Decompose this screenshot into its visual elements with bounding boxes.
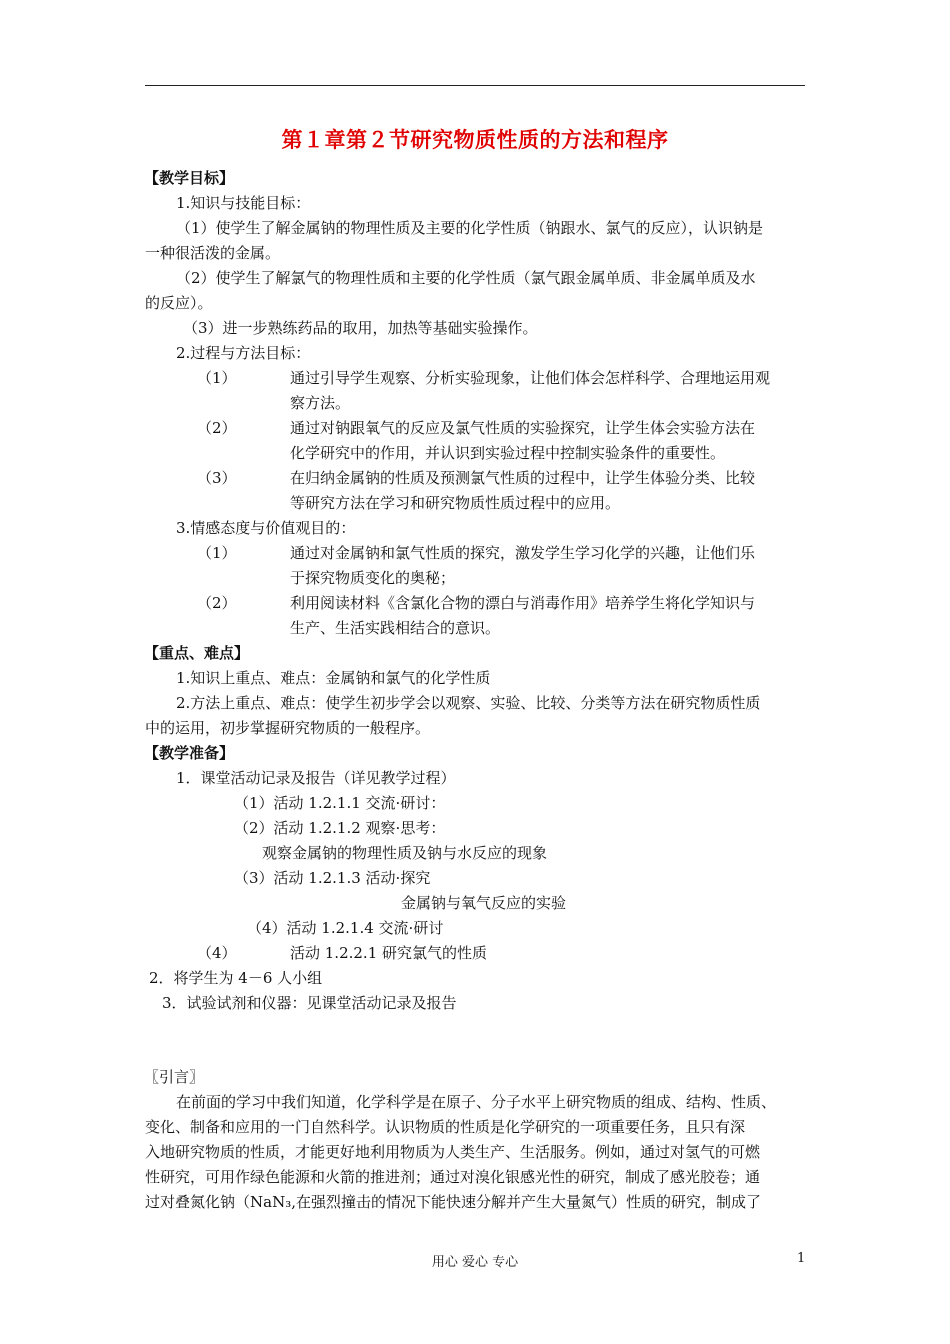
section-heading: 【重点、难点】 [144,644,250,662]
text-line: （4）活动 1.2.1.4 交流·研讨 [247,919,444,937]
text-line: 于探究物质变化的奥秘； [290,569,456,587]
text-line: （2） [197,419,237,437]
text-line: 1．课堂活动记录及报告（详见教学过程） [176,769,456,787]
page-title: 第１章第２节研究物质性质的方法和程序 [281,128,669,152]
text-line: 1.知识上重点、难点：金属钠和氯气的化学性质 [176,669,491,687]
text-line: （1） [197,544,237,562]
text-line: 中的运用，初步掌握研究物质的一般程序。 [145,719,431,737]
text-line: （1） [197,369,237,387]
text-line: 2．将学生为 4－6 人小组 [149,969,323,987]
section-heading: 【教学目标】 [144,169,235,187]
text-line: 察方法。 [290,394,351,412]
text-line: 1.知识与技能目标： [176,194,311,212]
text-line: （3）活动 1.2.1.3 活动·探究 [234,869,431,887]
text-line: （2）活动 1.2.1.2 观察·思考： [234,819,446,837]
text-line: 过对叠氮化钠（NaN₃,在强烈撞击的情况下能快速分解并产生大量氮气）性质的研究，制成了 [145,1193,761,1211]
text-line: 在前面的学习中我们知道，化学科学是在原子、分子水平上研究物质的组成、结构、性质、 [176,1093,777,1111]
text-line: （1）使学生了解金属钠的物理性质及主要的化学性质（钠跟水、氯气的反应），认识钠是 [176,219,764,237]
text-line: 利用阅读材料《含氯化合物的漂白与消毒作用》培养学生将化学知识与 [290,594,756,612]
page-number: 1 [797,1251,806,1266]
text-line: 2.过程与方法目标： [176,344,311,362]
text-line: 化学研究中的作用，并认识到实验过程中控制实验条件的重要性。 [290,444,726,462]
text-line: 3.情感态度与价值观目的： [176,519,356,537]
text-line: 金属钠与氧气反应的实验 [401,894,567,912]
text-line: （3）进一步熟练药品的取用，加热等基础实验操作。 [183,319,538,337]
text-line: 的反应）。 [145,294,213,312]
text-line: （4） [197,944,237,962]
page-footer: 用心 爱心 专心 [431,1255,519,1270]
header-rule [145,85,805,86]
text-line: （2） [197,594,237,612]
text-line: 在归纳金属钠的性质及预测氯气性质的过程中，让学生体验分类、比较 [290,469,756,487]
text-line: 生产、生活实践相结合的意识。 [290,619,501,637]
text-line: 变化、制备和应用的一门自然科学。认识物质的性质是化学研究的一项重要任务，且只有深 [145,1118,746,1136]
text-line: （1）活动 1.2.1.1 交流·研讨： [234,794,446,812]
text-line: 等研究方法在学习和研究物质性质过程中的应用。 [290,494,621,512]
text-line: （2）使学生了解氯气的物理性质和主要的化学性质（氯气跟金属单质、非金属单质及水 [176,269,756,287]
text-line: 通过引导学生观察、分析实验现象，让他们体会怎样科学、合理地运用观 [290,369,771,387]
text-line: 通过对金属钠和氯气性质的探究，激发学生学习化学的兴趣，让他们乐 [290,544,756,562]
text-line: 一种很活泼的金属。 [145,244,281,262]
text-line: 3．试验试剂和仪器：见课堂活动记录及报告 [162,994,457,1012]
text-line: 观察金属钠的物理性质及钠与水反应的现象 [262,844,548,862]
text-line: 2.方法上重点、难点：使学生初步学会以观察、实验、比较、分类等方法在研究物质性质 [176,694,761,712]
text-line: 性研究，可用作绿色能源和火箭的推进剂；通过对溴化银感光性的研究，制成了感光胶卷；通 [145,1168,761,1186]
text-line: 活动 1.2.2.1 研究氯气的性质 [290,944,488,962]
text-line: 通过对钠跟氧气的反应及氯气性质的实验探究，让学生体会实验方法在 [290,419,756,437]
text-line: 入地研究物质的性质，才能更好地利用物质为人类生产、生活服务。例如，通过对氢气的可燃 [145,1143,761,1161]
section-heading: 【教学准备】 [144,744,235,762]
text-line: 〖引言〗 [144,1068,205,1086]
text-line: （3） [197,469,237,487]
